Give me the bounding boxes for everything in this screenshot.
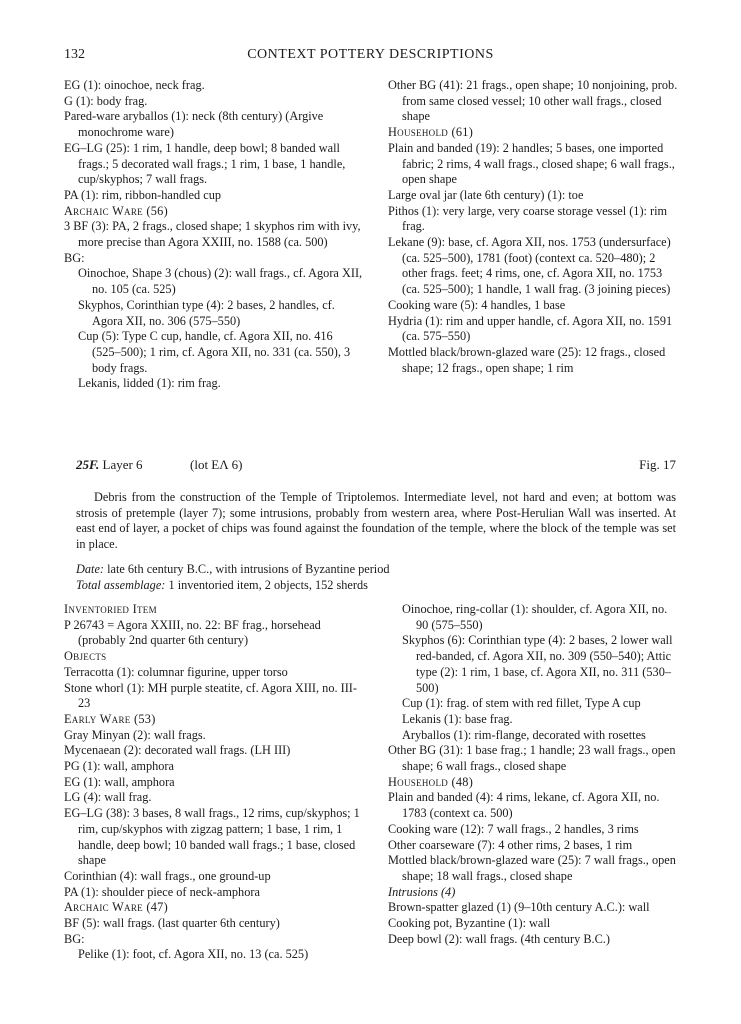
- catalogue-entry: EG–LG (38): 3 bases, 8 wall frags., 12 rims, cup/skyphos; 1 rim, cup/skyphos with zigzag pattern; 1 base, 1 rim, 1 handle, deep bowl; 10 banded wall frags.; 1 base, closed shape: [64, 806, 360, 868]
- catalogue-entry: PG (1): wall, amphora: [64, 759, 174, 774]
- section-heading: Early Ware (53): [64, 711, 156, 726]
- section-heading: Archaic Ware (56): [64, 203, 169, 218]
- catalogue-entry: PA (1): rim, ribbon-handled cup: [64, 187, 221, 202]
- catalogue-entry: Hydria (1): rim and upper handle, cf. Agora XII, no. 1591 (ca. 575–550): [388, 313, 673, 344]
- catalogue-entry: Corinthian (4): wall frags., one ground-up: [64, 868, 271, 883]
- catalogue-entry: 3 BF (3): PA, 2 frags., closed shape; 1 skyphos rim with ivy, more precise than Agora XXIII, no. 1588 (ca. 500): [64, 219, 361, 250]
- catalogue-entry: Terracotta (1): columnar figurine, upper torso: [64, 664, 288, 679]
- section-heading: Objects: [64, 649, 107, 664]
- assemblage-label: Total assemblage:: [76, 577, 166, 592]
- section-heading: Intrusions (4): [388, 884, 456, 899]
- page-number: 132: [64, 47, 85, 62]
- catalogue-entry: Large oval jar (late 6th century) (1): toe: [388, 187, 584, 202]
- catalogue-entry: Pithos (1): very large, very coarse storage vessel (1): rim frag.: [388, 203, 668, 234]
- catalogue-entry: Lekanis (1): base frag.: [402, 711, 513, 726]
- catalogue-entry: Pared-ware aryballos (1): neck (8th century) (Argive monochrome ware): [64, 109, 324, 140]
- top-left-column: [64, 78, 364, 392]
- figure-reference: Fig. 17: [639, 457, 676, 472]
- catalogue-entry: Oinochoe, Shape 3 (chous) (2): wall frags., cf. Agora XII, no. 105 (ca. 525): [78, 266, 363, 297]
- catalogue-entry: BG:: [64, 250, 85, 265]
- catalogue-entry: Cup (1): frag. of stem with red fillet, Type A cup: [402, 696, 641, 711]
- context-lot: (lot EΛ 6): [190, 457, 243, 472]
- running-head: CONTEXT POTTERY DESCRIPTIONS: [247, 47, 494, 62]
- catalogue-entry: LG (4): wall frag.: [64, 790, 152, 805]
- catalogue-entry: Aryballos (1): rim-flange, decorated with rosettes: [402, 727, 646, 742]
- catalogue-entry: P 26743 = Agora XXIII, no. 22: BF frag., horsehead (probably 2nd quarter 6th century): [64, 617, 321, 648]
- catalogue-entry: Skyphos (6): Corinthian type (4): 2 bases, 2 lower wall red-banded, cf. Agora XII, no. 309 (550–540); Attic type (2): 1 rim, 1 base, cf. Agora XII, no. 311 (530–500): [402, 633, 673, 695]
- context-id: 25F.: [76, 457, 100, 472]
- catalogue-entry: Skyphos, Corinthian type (4): 2 bases, 2 handles, cf. Agora XII, no. 306 (575–550): [78, 297, 335, 328]
- top-right-column: [388, 78, 678, 376]
- catalogue-entry: Mottled black/brown-glazed ware (25): 12 frags., closed shape; 12 frags., open shape; 1 rim: [388, 344, 666, 375]
- section-heading: Household (61): [388, 125, 474, 140]
- catalogue-entry: PA (1): shoulder piece of neck-amphora: [64, 884, 260, 899]
- catalogue-entry: Lekanis, lidded (1): rim frag.: [78, 376, 221, 391]
- section-heading: Household (48): [388, 774, 474, 789]
- catalogue-entry: Plain and banded (4): 4 rims, lekane, cf. Agora XII, no. 1783 (context ca. 500): [388, 790, 660, 821]
- catalogue-entry: EG (1): wall, amphora: [64, 774, 175, 789]
- catalogue-entry: Cooking ware (12): 7 wall frags., 2 handles, 3 rims: [388, 821, 639, 836]
- catalogue-entry: Plain and banded (19): 2 handles; 5 bases, one imported fabric; 2 rims, 4 wall frags., closed shape; 6 wall frags., open shape: [388, 140, 675, 187]
- section-heading: Archaic Ware (47): [64, 900, 169, 915]
- section-heading: Inventoried Item: [64, 602, 157, 616]
- date-label: Date:: [76, 562, 104, 576]
- catalogue-entry: G (1): body frag.: [64, 93, 148, 108]
- catalogue-entry: Pelike (1): foot, cf. Agora XII, no. 13 (ca. 525): [78, 947, 309, 962]
- catalogue-entry: Other BG (41): 21 frags., open shape; 10 nonjoining, prob. from same closed vessel; 10 other wall frags., closed shape: [388, 78, 678, 124]
- catalogue-entry: Oinochoe, ring-collar (1): shoulder, cf. Agora XII, no. 90 (575–550): [402, 602, 668, 632]
- date-text: late 6th century B.C., with intrusions of Byzantine period: [107, 562, 390, 576]
- catalogue-entry: Brown-spatter glazed (1) (9–10th century A.C.): wall: [388, 900, 650, 915]
- catalogue-entry: BF (5): wall frags. (last quarter 6th century): [64, 916, 280, 931]
- catalogue-entry: Deep bowl (2): wall frags. (4th century B.C.): [388, 931, 610, 946]
- assemblage-text: 1 inventoried item, 2 objects, 152 sherds: [168, 577, 368, 592]
- catalogue-entry: EG–LG (25): 1 rim, 1 handle, deep bowl; 8 banded wall frags.; 5 decorated wall frags.; 1 rim, 1 base, 1 handle, cup/skyphos; 7 wall frags.: [64, 140, 346, 187]
- catalogue-entry: Cooking ware (5): 4 handles, 1 base: [388, 297, 566, 312]
- catalogue-entry: Stone whorl (1): MH purple steatite, cf. Agora XIII, no. III-23: [64, 680, 357, 711]
- catalogue-entry: Mottled black/brown-glazed ware (25): 7 wall frags., open shape; 18 wall frags., closed shape: [388, 853, 676, 883]
- catalogue-entry: Mycenaean (2): decorated wall frags. (LH III): [64, 743, 291, 758]
- context-meta: [76, 562, 676, 593]
- catalogue-entry: Other coarseware (7): 4 other rims, 2 bases, 1 rim: [388, 837, 633, 852]
- context-description: Debris from the construction of the Temple of Triptolemos. Intermediate level, not hard and even; at bottom was strosis of pretemple (layer 7); some intrusions, probably from western area, where Post-Herulian Wall was inserted. At east end of layer, a pocket of chips was found against the foundation of the temple, where the block of the temple was set in place.: [76, 490, 676, 552]
- bottom-right-column: [388, 602, 678, 947]
- catalogue-entry: Cooking pot, Byzantine (1): wall: [388, 916, 551, 931]
- catalogue-entry: Cup (5): Type C cup, handle, cf. Agora XII, no. 416 (525–500); 1 rim, cf. Agora XII, no. 331 (ca. 550), 3 body frags.: [78, 329, 351, 375]
- bottom-left-column: [64, 602, 364, 963]
- catalogue-entry: EG (1): oinochoe, neck frag.: [64, 78, 205, 92]
- catalogue-entry: Gray Minyan (2): wall frags.: [64, 727, 206, 742]
- context-layer: Layer 6: [102, 457, 143, 472]
- catalogue-entry: Other BG (31): 1 base frag.; 1 handle; 23 wall frags., open shape; 6 wall frags., closed shape: [388, 743, 676, 774]
- context-heading: [76, 457, 676, 473]
- catalogue-entry: Lekane (9): base, cf. Agora XII, nos. 1753 (undersurface) (ca. 525–500), 1781 (foot) (context ca. 520–480); 2 other frags. feet; 4 rims, one, cf. Agora XII, no. 1753 (ca. 525–500); 1 handle, 1 wall frag. (3 joining pieces): [388, 235, 671, 297]
- catalogue-entry: BG:: [64, 931, 85, 946]
